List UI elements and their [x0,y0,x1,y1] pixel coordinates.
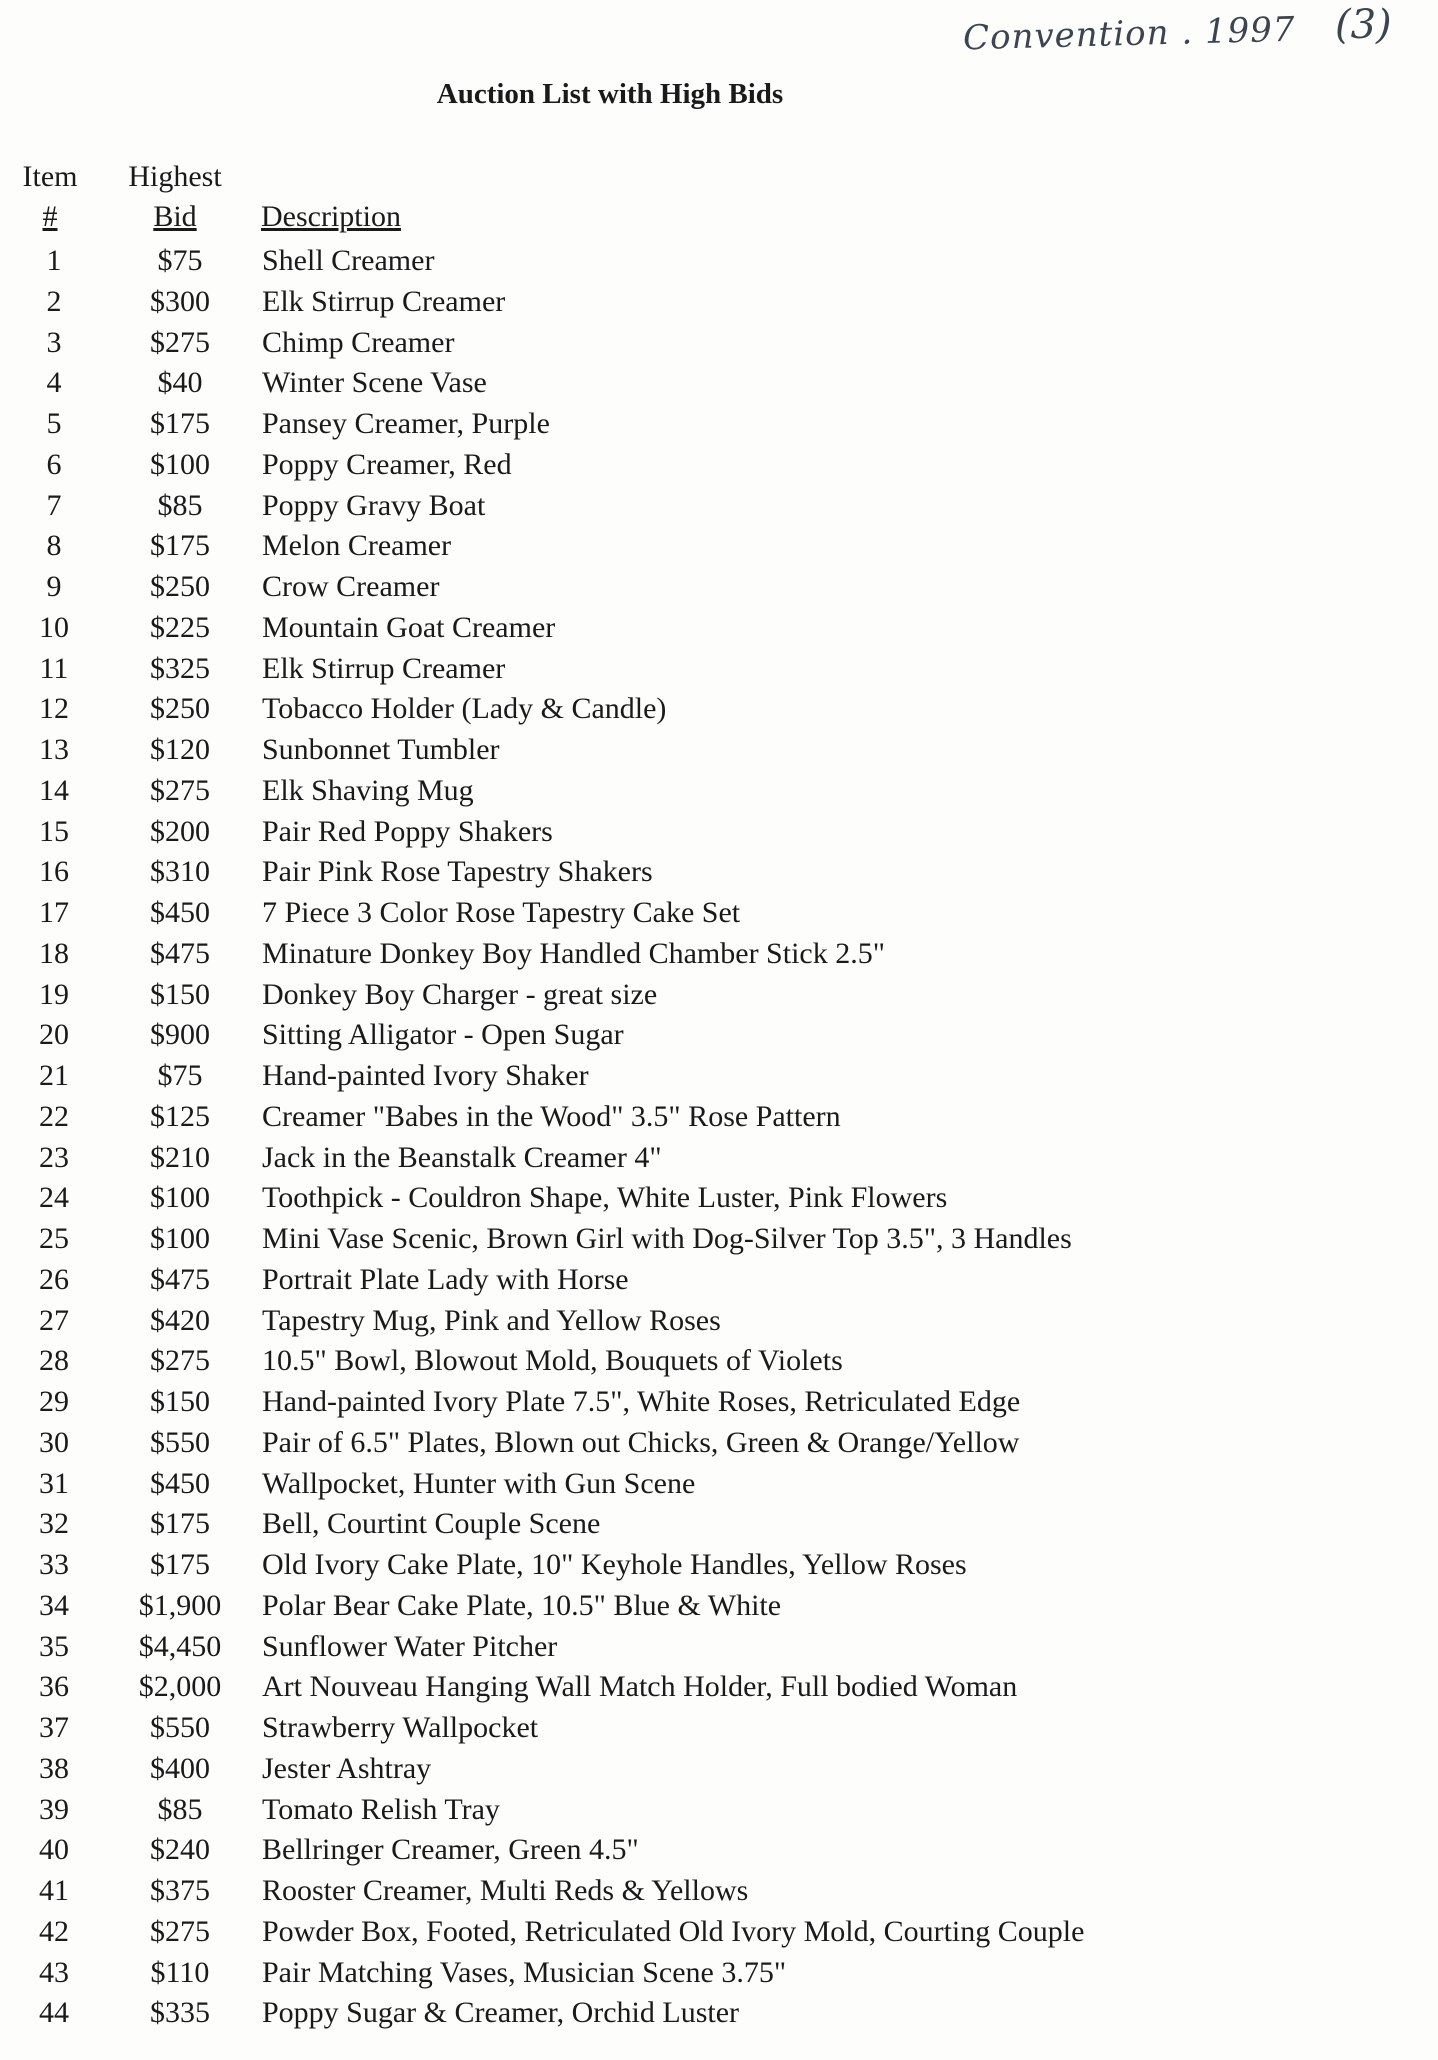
table-row [0,567,1400,608]
highest-bid: $250 [150,692,210,726]
item-number: 13 [39,733,69,766]
item-number: 10 [39,610,69,644]
column-header-hash: # [42,200,58,233]
highest-bid: $100 [150,1181,210,1215]
item-number: 39 [39,1792,69,1826]
highest-bid: $125 [150,1099,210,1133]
page-title: Auction List with High Bids [436,78,784,110]
item-description: Pair Matching Vases, Musician Scene 3.75" [262,1955,787,1989]
highest-bid: $450 [150,1466,210,1500]
table-row [0,1423,1400,1464]
auction-list [0,241,1400,2034]
highest-bid: $4,450 [138,1629,222,1663]
highest-bid: $200 [150,814,210,848]
item-description: Poppy Gravy Boat [262,488,486,522]
table-row [0,1382,1400,1423]
table-row [0,812,1400,853]
item-number: 8 [46,529,62,563]
item-number: 34 [39,1588,69,1622]
item-number: 3 [46,325,62,359]
table-row [0,282,1400,323]
table-row [0,852,1400,893]
highest-bid: $120 [150,733,210,766]
column-header-item: Item [22,160,78,193]
item-number: 42 [39,1914,69,1948]
item-description: Old Ivory Cake Plate, 10" Keyhole Handles, Yellow Roses [262,1548,967,1581]
item-number: 23 [39,1140,69,1174]
item-description: Pair of 6.5" Plates, Blown out Chicks, Green & Orange/Yellow [262,1425,1020,1459]
item-number: 29 [39,1385,69,1418]
item-number: 15 [39,814,69,848]
highest-bid: $325 [150,651,210,685]
table-row [0,404,1400,445]
highest-bid: $85 [157,488,203,522]
item-number: 16 [39,855,69,889]
highest-bid: $420 [150,1303,210,1337]
item-description: Melon Creamer [262,529,452,563]
item-number: 22 [39,1099,69,1133]
table-row [0,486,1400,527]
table-row [0,1341,1400,1382]
item-description: Donkey Boy Charger - great size [262,977,658,1011]
item-description: 7 Piece 3 Color Rose Tapestry Cake Set [262,896,741,929]
table-row [0,1464,1400,1505]
item-number: 27 [39,1303,69,1337]
column-header-highest: Highest [128,160,222,193]
highest-bid: $550 [150,1711,210,1744]
item-number: 43 [39,1955,69,1989]
item-description: Poppy Creamer, Red [262,447,512,481]
item-number: 26 [39,1262,69,1296]
item-description: Hand-painted Ivory Shaker [262,1059,589,1092]
column-header-description: Description [261,200,401,233]
item-number: 12 [39,692,69,726]
highest-bid: $550 [150,1425,210,1459]
table-row [0,1953,1400,1994]
item-number: 37 [39,1711,69,1744]
highest-bid: $275 [150,325,210,359]
table-row [0,1830,1400,1871]
table-row [0,1056,1400,1097]
highest-bid: $175 [150,529,210,563]
highest-bid: $240 [150,1833,210,1867]
highest-bid: $85 [157,1792,203,1826]
highest-bid: $100 [150,447,210,481]
item-number: 40 [39,1833,69,1867]
item-number: 5 [46,407,62,440]
table-row [0,1790,1400,1831]
item-number: 24 [39,1181,69,1215]
highest-bid: $75 [157,1059,203,1092]
item-number: 7 [46,488,62,522]
item-description: Art Nouveau Hanging Wall Match Holder, Full bodied Woman [262,1670,1018,1704]
table-row [0,1993,1400,2034]
handwritten-note: Convention . 1997 [962,9,1296,59]
highest-bid: $335 [150,1996,210,2030]
table-row [0,1586,1400,1627]
highest-bid: $40 [157,366,203,400]
item-number: 36 [39,1670,69,1704]
item-number: 9 [46,570,62,603]
table-row [0,1504,1400,1545]
table-row [0,649,1400,690]
item-number: 14 [39,773,69,807]
item-number: 2 [46,284,62,318]
item-number: 17 [39,896,69,929]
item-description: Minature Donkey Boy Handled Chamber Stick 2.5" [262,936,885,970]
table-row [0,1749,1400,1790]
item-number: 31 [39,1466,69,1500]
table-row [0,975,1400,1016]
table-row [0,1138,1400,1179]
item-description: Jack in the Beanstalk Creamer 4" [262,1140,662,1174]
table-row [0,730,1400,771]
item-description: Pansey Creamer, Purple [262,407,550,440]
highest-bid: $375 [150,1874,210,1907]
table-row [0,323,1400,364]
item-description: 10.5" Bowl, Blowout Mold, Bouquets of Violets [262,1344,843,1378]
item-number: 4 [46,366,62,400]
item-description: Crow Creamer [262,570,440,603]
highest-bid: $175 [150,1548,210,1581]
item-description: Jester Ashtray [262,1751,432,1785]
item-description: Sunflower Water Pitcher [262,1629,558,1663]
table-row [0,689,1400,730]
table-row [0,934,1400,975]
item-number: 44 [39,1996,69,2030]
item-description: Strawberry Wallpocket [262,1711,539,1744]
highest-bid: $275 [150,773,210,807]
table-row [0,608,1400,649]
highest-bid: $150 [150,977,210,1011]
item-number: 38 [39,1751,69,1785]
table-row [0,1178,1400,1219]
item-number: 35 [39,1629,69,1663]
highest-bid: $150 [150,1385,210,1418]
item-description: Tobacco Holder (Lady & Candle) [262,692,667,726]
item-description: Hand-painted Ivory Plate 7.5", White Roses, Retriculated Edge [262,1385,1021,1418]
highest-bid: $210 [150,1140,210,1174]
table-row [0,1260,1400,1301]
item-number: 41 [39,1874,69,1907]
item-description: Poppy Sugar & Creamer, Orchid Luster [262,1996,740,2030]
table-row [0,1545,1400,1586]
highest-bid: $475 [150,1262,210,1296]
highest-bid: $275 [150,1344,210,1378]
highest-bid: $450 [150,896,210,929]
table-row [0,1912,1400,1953]
item-number: 25 [39,1222,69,1255]
highest-bid: $275 [150,1914,210,1948]
highest-bid: $300 [150,284,210,318]
highest-bid: $225 [150,610,210,644]
highest-bid: $1,900 [138,1588,222,1622]
table-row [0,1667,1400,1708]
handwritten-page-number: (3) [1335,2,1392,48]
table-row [0,1015,1400,1056]
item-description: Sitting Alligator - Open Sugar [262,1018,624,1052]
table-row [0,1219,1400,1260]
item-description: Sunbonnet Tumbler [262,733,500,766]
column-header-bid: Bid [153,200,197,233]
highest-bid: $175 [150,407,210,440]
table-row [0,1301,1400,1342]
table-row [0,1627,1400,1668]
item-description: Pair Red Poppy Shakers [262,814,553,848]
item-number: 21 [39,1059,69,1092]
table-row [0,526,1400,567]
table-row [0,1708,1400,1749]
highest-bid: $175 [150,1507,210,1541]
item-description: Winter Scene Vase [262,366,487,400]
item-description: Mini Vase Scenic, Brown Girl with Dog-Silver Top 3.5", 3 Handles [262,1222,1072,1255]
item-number: 20 [39,1018,69,1052]
item-description: Powder Box, Footed, Retriculated Old Ivory Mold, Courting Couple [262,1914,1085,1948]
item-description: Bellringer Creamer, Green 4.5" [262,1833,639,1867]
item-number: 30 [39,1425,69,1459]
item-description: Wallpocket, Hunter with Gun Scene [262,1466,696,1500]
table-row [0,893,1400,934]
highest-bid: $75 [157,244,203,277]
item-description: Elk Shaving Mug [262,773,474,807]
highest-bid: $250 [150,570,210,603]
table-row [0,445,1400,486]
item-description: Chimp Creamer [262,325,455,359]
table-row [0,241,1400,282]
highest-bid: $400 [150,1751,210,1785]
item-description: Pair Pink Rose Tapestry Shakers [262,855,653,889]
highest-bid: $100 [150,1222,210,1255]
item-description: Mountain Goat Creamer [262,610,556,644]
item-number: 32 [39,1507,69,1541]
item-description: Creamer "Babes in the Wood" 3.5" Rose Pattern [262,1099,841,1133]
item-description: Tomato Relish Tray [262,1792,500,1826]
item-description: Tapestry Mug, Pink and Yellow Roses [262,1303,721,1337]
item-description: Rooster Creamer, Multi Reds & Yellows [262,1874,749,1907]
highest-bid: $475 [150,936,210,970]
highest-bid: $2,000 [138,1670,222,1704]
table-row [0,1871,1400,1912]
table-row [0,1097,1400,1138]
item-number: 11 [39,651,69,685]
highest-bid: $310 [150,855,210,889]
item-description: Shell Creamer [262,244,435,277]
item-description: Toothpick - Couldron Shape, White Luster, Pink Flowers [262,1181,948,1215]
highest-bid: $110 [150,1955,210,1989]
item-number: 28 [39,1344,69,1378]
item-number: 18 [39,936,69,970]
item-description: Polar Bear Cake Plate, 10.5" Blue & White [262,1588,782,1622]
item-description: Bell, Courtint Couple Scene [262,1507,601,1541]
item-description: Portrait Plate Lady with Horse [262,1262,629,1296]
item-number: 6 [46,447,62,481]
table-row [0,363,1400,404]
table-row [0,771,1400,812]
item-description: Elk Stirrup Creamer [262,284,506,318]
highest-bid: $900 [150,1018,210,1052]
item-number: 1 [46,244,62,277]
item-number: 33 [39,1548,69,1581]
item-description: Elk Stirrup Creamer [262,651,506,685]
item-number: 19 [39,977,69,1011]
